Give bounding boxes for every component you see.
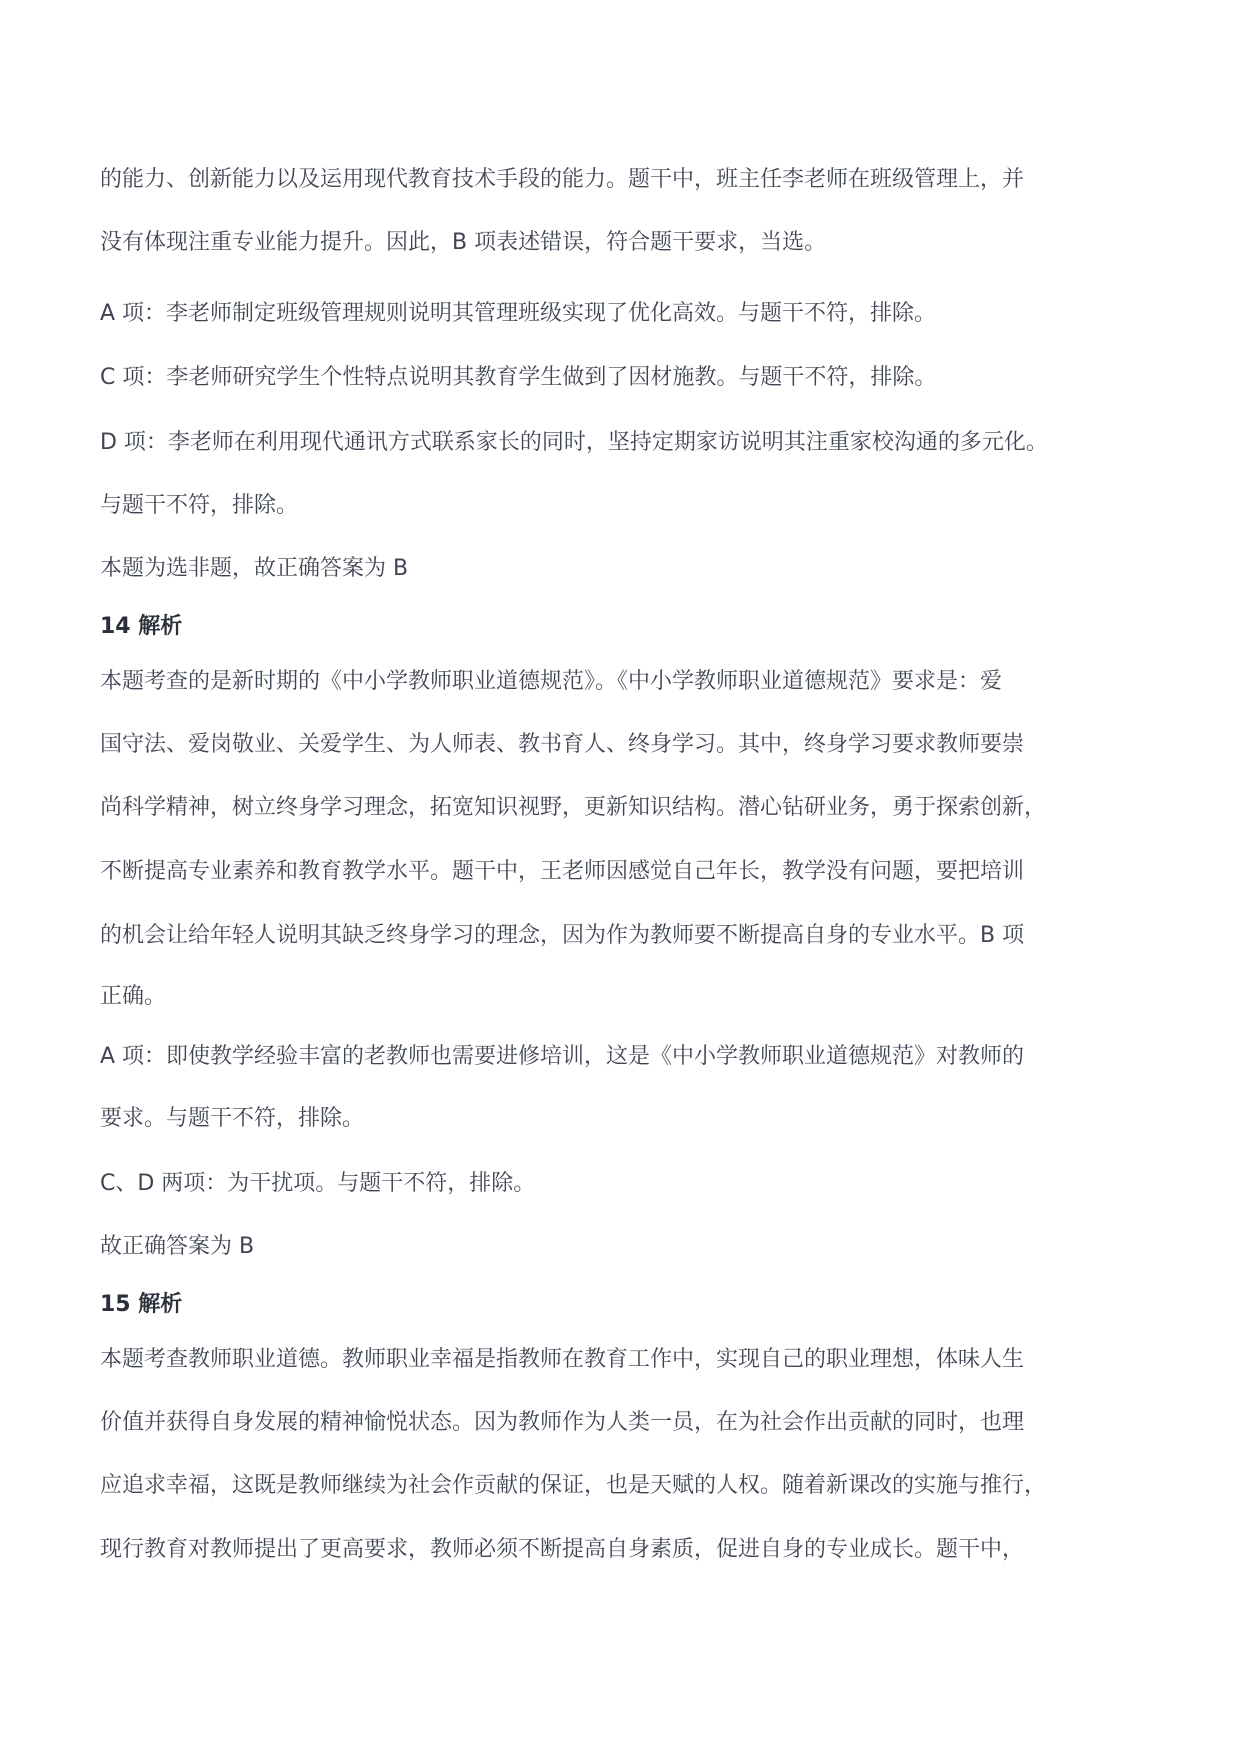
paragraph-line: 本题考查教师职业道德。教师职业幸福是指教师在教育工作中，实现自己的职业理想，体味人生 [100,1347,1025,1372]
paragraph-line: 现行教育对教师提出了更高要求，教师必须不断提高自身素质，促进自身的专业成长。题干中， [100,1537,1025,1562]
option-a-line: A 项：即使教学经验丰富的老教师也需要进修培训，这是《中小学教师职业道德规范》对教师的 [100,1044,1025,1069]
paragraph-line: 的能力、创新能力以及运用现代教育技术手段的能力。题干中，班主任李老师在班级管理上，并 [100,167,1025,192]
option-a-line: A 项：李老师制定班级管理规则说明其管理班级实现了优化高效。与题干不符，排除。 [100,301,937,326]
section-heading-15: 15 解析 [100,1292,183,1317]
section-heading-14: 14 解析 [100,614,183,639]
option-c-line: C 项：李老师研究学生个性特点说明其教育学生做到了因材施教。与题干不符，排除。 [100,365,937,390]
paragraph-line: 没有体现注重专业能力提升。因此，B 项表述错误，符合题干要求，当选。 [100,230,827,255]
answer-line: 本题为选非题，故正确答案为 B [100,556,409,581]
paragraph-line: 国守法、爱岗敬业、关爱学生、为人师表、教书育人、终身学习。其中，终身学习要求教师要崇 [100,732,1025,757]
paragraph-line: 要求。与题干不符，排除。 [100,1106,365,1131]
paragraph-line: 正确。 [100,984,167,1009]
paragraph-line: 价值并获得自身发展的精神愉悦状态。因为教师作为人类一员，在为社会作出贡献的同时，也理 [100,1410,1025,1435]
answer-line: 故正确答案为 B [100,1234,255,1259]
option-d-line: D 项：李老师在利用现代通讯方式联系家长的同时，坚持定期家访说明其注重家校沟通的多元化。 [100,430,1048,455]
paragraph-line: 不断提高专业素养和教育教学水平。题干中，王老师因感觉自己年长，教学没有问题，要把培训 [100,859,1025,884]
paragraph-line: 的机会让给年轻人说明其缺乏终身学习的理念，因为作为教师要不断提高自身的专业水平。B 项 [100,923,1025,948]
paragraph-line: 尚科学精神，树立终身学习理念，拓宽知识视野，更新知识结构。潜心钻研业务，勇于探索创新， [100,795,1047,820]
paragraph-line: 应追求幸福，这既是教师继续为社会作贡献的保证，也是天赋的人权。随着新课改的实施与推行， [100,1473,1047,1498]
option-cd-line: C、D 两项：为干扰项。与题干不符，排除。 [100,1171,536,1196]
paragraph-line: 与题干不符，排除。 [100,493,299,518]
paragraph-line: 本题考查的是新时期的《中小学教师职业道德规范》。《中小学教师职业道德规范》要求是：爱 [100,669,1003,694]
